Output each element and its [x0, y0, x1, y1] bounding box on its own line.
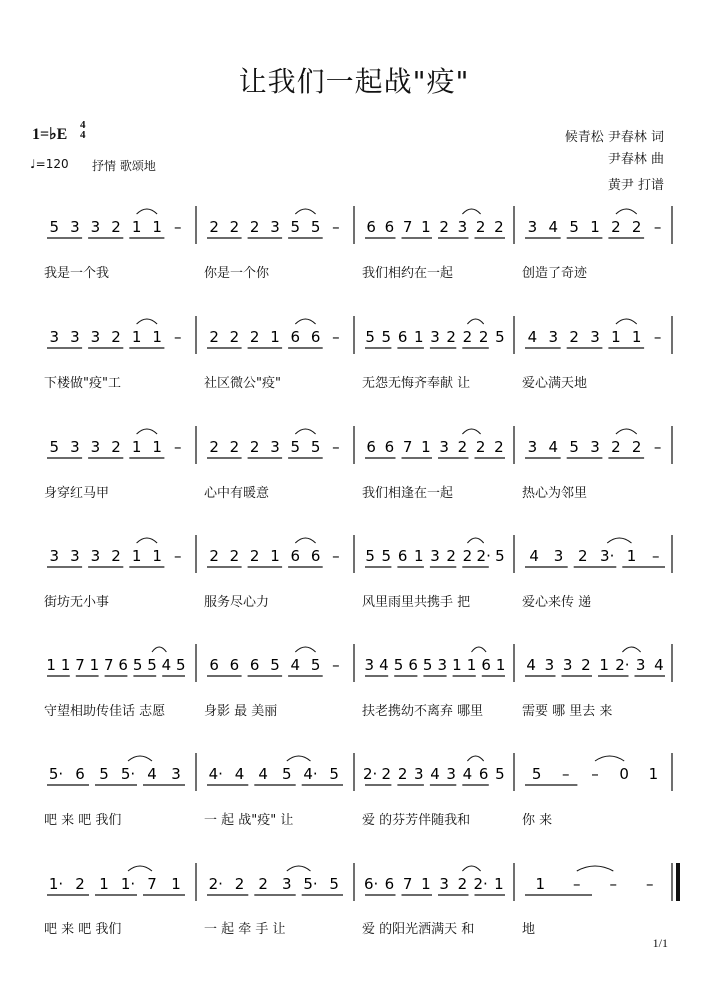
note: – — [332, 438, 340, 456]
note: 3 — [635, 656, 646, 674]
note: 3 — [562, 656, 573, 674]
key-signature: 1=♭E — [32, 126, 68, 143]
note: 5 — [569, 218, 579, 236]
lyric-line: 热心为邻里 — [522, 486, 588, 501]
note: 5 — [176, 656, 186, 674]
note: 5 — [310, 438, 321, 456]
lyric-line: 一 起 战"疫" 让 — [204, 813, 294, 828]
note: 1 — [590, 218, 600, 236]
tie-arc — [467, 319, 483, 324]
lyric-line: 守望相助传佳话 志愿 — [44, 704, 166, 719]
note: 4 — [258, 765, 268, 783]
tie-arc — [462, 209, 480, 214]
note: 2 — [229, 547, 240, 565]
note: 2 — [446, 328, 456, 346]
note: 2 — [494, 218, 504, 236]
note: 5 — [290, 218, 301, 236]
note: 3 — [430, 328, 440, 346]
note: – — [332, 547, 340, 565]
note: 3 — [527, 438, 538, 456]
tie-arc — [287, 866, 311, 871]
tie-arc — [577, 866, 614, 871]
note: 0 — [619, 765, 629, 783]
note: – — [332, 656, 340, 674]
lyric-line: 你 来 — [522, 813, 553, 828]
note: 2 — [439, 218, 449, 236]
lyric-line: 街坊无小事 — [44, 595, 110, 610]
note: 5 — [49, 218, 60, 236]
tie-arc — [137, 209, 158, 214]
note: 1 — [495, 656, 506, 674]
lyric-line: 一 起 牵 手 让 — [204, 922, 286, 937]
tie-arc — [472, 647, 487, 652]
note: 2 — [475, 218, 486, 236]
lyric-line: 社区微公"疫" — [204, 376, 281, 391]
note: – — [653, 218, 662, 236]
note: 3 — [90, 438, 101, 456]
note: 5 — [495, 547, 505, 565]
note: 3 — [70, 328, 80, 346]
note: 5 — [282, 765, 292, 783]
lyric-line: 身穿红马甲 — [44, 486, 110, 501]
tie-arc — [616, 429, 637, 434]
note: 1 — [171, 875, 181, 893]
notation-row — [0, 859, 708, 909]
note: 1 — [494, 875, 504, 893]
note: 5· — [48, 765, 64, 783]
note: 4 — [147, 765, 157, 783]
note: 1 — [131, 438, 142, 456]
note: 1 — [421, 875, 431, 893]
note: 2 — [111, 328, 121, 346]
note: 2 — [457, 438, 468, 456]
note: 1 — [452, 656, 462, 674]
note: 1 — [60, 656, 71, 674]
note: 5 — [99, 765, 109, 783]
note: 2 — [569, 328, 579, 346]
note: 1 — [99, 875, 109, 893]
note: 2 — [631, 218, 642, 236]
note: 3 — [439, 438, 449, 456]
note: 2 — [234, 875, 245, 893]
tie-arc — [462, 866, 480, 871]
note: 5 — [147, 656, 157, 674]
note: 2 — [209, 547, 219, 565]
meter-bottom: 4 — [80, 129, 86, 141]
note: 3 — [457, 218, 468, 236]
note: 3 — [439, 875, 449, 893]
transcriber-credit: 黄尹 打谱 — [607, 178, 664, 193]
note: 3· — [600, 547, 615, 565]
note: 5 — [365, 547, 375, 565]
note: 1 — [131, 328, 142, 346]
note: 1 — [152, 438, 162, 456]
note: 6 — [481, 656, 491, 674]
note: 3 — [446, 765, 456, 783]
note: 5 — [495, 328, 505, 346]
lyric-line: 我们相逢在一起 — [362, 486, 454, 501]
note: 5 — [381, 547, 392, 565]
tie-arc — [137, 429, 158, 434]
note: – — [173, 218, 182, 236]
lyric-line: 需要 哪 里去 来 — [522, 704, 613, 719]
lyric-line: 服务尽心力 — [204, 595, 270, 610]
note: 1 — [46, 656, 56, 674]
note: 6 — [118, 656, 128, 674]
note: 1 — [152, 328, 162, 346]
note: 2 — [111, 438, 121, 456]
note: 5 — [393, 656, 404, 674]
lyric-line: 无怨无悔齐奉献 让 — [362, 376, 471, 391]
tie-arc — [295, 538, 315, 543]
lyric-line: 地 — [522, 922, 536, 937]
note: 2· — [362, 765, 378, 783]
tie-arc — [295, 209, 315, 214]
note: 2 — [457, 875, 468, 893]
note: 6 — [290, 547, 301, 565]
note: – — [173, 547, 182, 565]
lyric-line: 心中有暖意 — [204, 486, 270, 501]
note: 1 — [535, 875, 546, 893]
note: 2 — [209, 328, 219, 346]
lyric-line: 爱 的阳光洒满天 和 — [362, 922, 475, 937]
note: 4· — [208, 765, 223, 783]
note: 3 — [590, 328, 600, 346]
note: 5· — [120, 765, 136, 783]
note: 5 — [290, 438, 301, 456]
note: 1· — [48, 875, 64, 893]
note: 4 — [526, 656, 536, 674]
note: 1 — [131, 547, 142, 565]
note: 5 — [495, 765, 505, 783]
note: 2 — [581, 656, 591, 674]
note: – — [646, 875, 654, 893]
note: 3 — [544, 656, 555, 674]
note: – — [332, 328, 340, 346]
note: 6 — [384, 875, 395, 893]
note: 5 — [310, 656, 321, 674]
tie-arc — [467, 756, 483, 761]
note: 2 — [229, 328, 240, 346]
note: 2 — [258, 875, 268, 893]
note: 4 — [548, 218, 559, 236]
note: 6 — [366, 438, 376, 456]
note: 3 — [527, 218, 538, 236]
note: – — [573, 875, 581, 893]
note: 2 — [611, 218, 621, 236]
note: 3 — [171, 765, 181, 783]
note: 2· — [473, 875, 488, 893]
page-number: 1/1 — [652, 936, 668, 950]
note: 2 — [462, 547, 473, 565]
note: 6 — [384, 218, 395, 236]
note: 6 — [478, 765, 489, 783]
note: 5 — [329, 875, 339, 893]
note: – — [653, 328, 662, 346]
note: 6 — [384, 438, 395, 456]
note: 3 — [90, 218, 101, 236]
tie-arc — [295, 319, 315, 324]
notation-row — [0, 749, 708, 799]
note: 6 — [397, 547, 408, 565]
note: 3 — [414, 765, 424, 783]
note: 1· — [120, 875, 136, 893]
note: 7 — [402, 875, 413, 893]
lyric-line: 爱心满天地 — [522, 376, 588, 391]
lyric-line: 我是一个我 — [44, 266, 110, 281]
notation-row — [0, 312, 708, 362]
note: 1 — [599, 656, 609, 674]
note: 2 — [631, 438, 642, 456]
note: 5· — [303, 875, 318, 893]
note: 4 — [548, 438, 559, 456]
lyric-line: 下楼做"疫"工 — [44, 376, 121, 391]
note: – — [609, 875, 618, 893]
note: 1 — [270, 547, 280, 565]
note: 1 — [89, 656, 100, 674]
note: 7 — [402, 218, 413, 236]
note: 4 — [430, 765, 440, 783]
note: 1 — [631, 328, 642, 346]
note: 3 — [364, 656, 375, 674]
note: 1 — [152, 547, 162, 565]
note: 4 — [529, 547, 539, 565]
note: 2 — [249, 218, 260, 236]
lyricist-credit: 候青松 尹春林 词 — [564, 130, 664, 145]
note: 3 — [70, 218, 80, 236]
tie-arc — [295, 429, 315, 434]
lyric-line: 创造了奇迹 — [522, 266, 588, 281]
note: 5 — [270, 656, 280, 674]
note: 5 — [310, 218, 321, 236]
note: 6 — [408, 656, 418, 674]
tempo-marking: ♩=120 — [30, 157, 69, 171]
note: 1 — [466, 656, 477, 674]
note: 6· — [363, 875, 379, 893]
note: 7 — [75, 656, 85, 674]
note: – — [173, 328, 182, 346]
note: 3 — [70, 438, 80, 456]
note: 2 — [209, 438, 219, 456]
note: 1 — [421, 438, 431, 456]
note: 3 — [49, 328, 60, 346]
note: 1 — [648, 765, 659, 783]
tie-arc — [287, 756, 311, 761]
note: 4 — [290, 656, 301, 674]
note: 5 — [49, 438, 60, 456]
time-signature — [80, 120, 86, 140]
note: 3 — [70, 547, 80, 565]
note: 1 — [414, 328, 424, 346]
note: 5 — [329, 765, 339, 783]
note: 3 — [282, 875, 292, 893]
note: 4 — [379, 656, 389, 674]
note: 6 — [310, 547, 321, 565]
tie-arc — [295, 647, 315, 652]
note: 1 — [131, 218, 142, 236]
lyric-line: 爱心来传 递 — [522, 595, 592, 610]
note: 1 — [611, 328, 621, 346]
note: 2· — [208, 875, 223, 893]
song-title: 让我们一起战"疫" — [238, 65, 470, 98]
tie-arc — [467, 538, 483, 543]
note: 2 — [478, 328, 489, 346]
note: 5 — [381, 328, 392, 346]
tie-arc — [616, 319, 637, 324]
note: – — [652, 547, 660, 565]
note: 4· — [303, 765, 318, 783]
note: 2 — [611, 438, 621, 456]
note: 3 — [548, 328, 559, 346]
note: 2 — [249, 547, 260, 565]
note: – — [653, 438, 662, 456]
note: 5 — [569, 438, 579, 456]
tie-arc — [616, 209, 637, 214]
notation-row — [0, 202, 708, 252]
tie-arc — [462, 429, 480, 434]
note: 3 — [590, 438, 600, 456]
note: 6 — [366, 218, 376, 236]
note: 4 — [161, 656, 172, 674]
note: 1 — [152, 218, 162, 236]
note: 2 — [381, 765, 392, 783]
note: 6 — [290, 328, 301, 346]
note: 6 — [397, 328, 408, 346]
note: 2 — [397, 765, 408, 783]
notation-row — [0, 640, 708, 690]
final-bar-line — [676, 863, 680, 901]
tie-arc — [622, 647, 640, 652]
note: 6 — [310, 328, 321, 346]
lyric-line: 身影 最 美丽 — [204, 704, 278, 719]
note: 2 — [249, 438, 260, 456]
tie-arc — [128, 756, 152, 761]
note: 2 — [111, 547, 121, 565]
note: 1 — [421, 218, 431, 236]
note: 3 — [90, 328, 101, 346]
note: 3 — [49, 547, 60, 565]
lyric-line: 我们相约在一起 — [362, 266, 454, 281]
note: 3 — [430, 547, 440, 565]
lyric-line: 扶老携幼不离弃 哪里 — [362, 704, 484, 719]
tie-arc — [152, 647, 166, 652]
note: 5 — [132, 656, 143, 674]
note: 6 — [209, 656, 219, 674]
note: – — [173, 438, 182, 456]
expression-marking: 抒情 歌颂地 — [92, 159, 156, 173]
lyric-line: 吧 来 吧 我们 — [44, 813, 122, 828]
note: 6 — [75, 765, 85, 783]
note: 1 — [414, 547, 424, 565]
note: 2 — [111, 218, 121, 236]
note: 4 — [234, 765, 245, 783]
note: 2 — [446, 547, 456, 565]
note: 7 — [402, 438, 413, 456]
note: 4 — [462, 765, 473, 783]
note: 3 — [270, 438, 280, 456]
note: 2 — [249, 328, 260, 346]
note: 2 — [578, 547, 588, 565]
note: 4 — [654, 656, 664, 674]
note: 2 — [229, 218, 240, 236]
note: 2 — [494, 438, 504, 456]
note: 2 — [462, 328, 473, 346]
note: 1 — [270, 328, 280, 346]
lyric-line: 爱 的芬芳伴随我和 — [362, 813, 471, 828]
tie-arc — [137, 319, 158, 324]
note: 5 — [531, 765, 542, 783]
note: 7 — [147, 875, 157, 893]
note: 5 — [422, 656, 433, 674]
note: 2· — [476, 547, 491, 565]
note: 7 — [104, 656, 114, 674]
note: – — [332, 218, 340, 236]
lyric-line: 风里雨里共携手 把 — [362, 595, 471, 610]
note: 4 — [527, 328, 538, 346]
note: 2 — [475, 438, 486, 456]
lyric-line: 吧 来 吧 我们 — [44, 922, 122, 937]
note: – — [562, 765, 570, 783]
meter-top: 4 — [80, 119, 86, 131]
note: 2· — [615, 656, 630, 674]
tie-arc — [128, 866, 152, 871]
note: 2 — [229, 438, 240, 456]
note: 3 — [90, 547, 101, 565]
note: – — [591, 765, 599, 783]
tie-arc — [595, 756, 624, 761]
notation-row — [0, 422, 708, 472]
composer-credit: 尹春林 曲 — [607, 152, 664, 167]
note: 2 — [75, 875, 85, 893]
note: 1 — [626, 547, 637, 565]
notation-row — [0, 531, 708, 581]
note: 2 — [209, 218, 219, 236]
note: 3 — [437, 656, 448, 674]
note: 6 — [229, 656, 240, 674]
note: 3 — [270, 218, 280, 236]
note: 3 — [553, 547, 564, 565]
note: 6 — [249, 656, 260, 674]
tie-arc — [607, 538, 631, 543]
note: 5 — [365, 328, 375, 346]
tie-arc — [137, 538, 158, 543]
lyric-line: 你是一个你 — [204, 266, 270, 281]
